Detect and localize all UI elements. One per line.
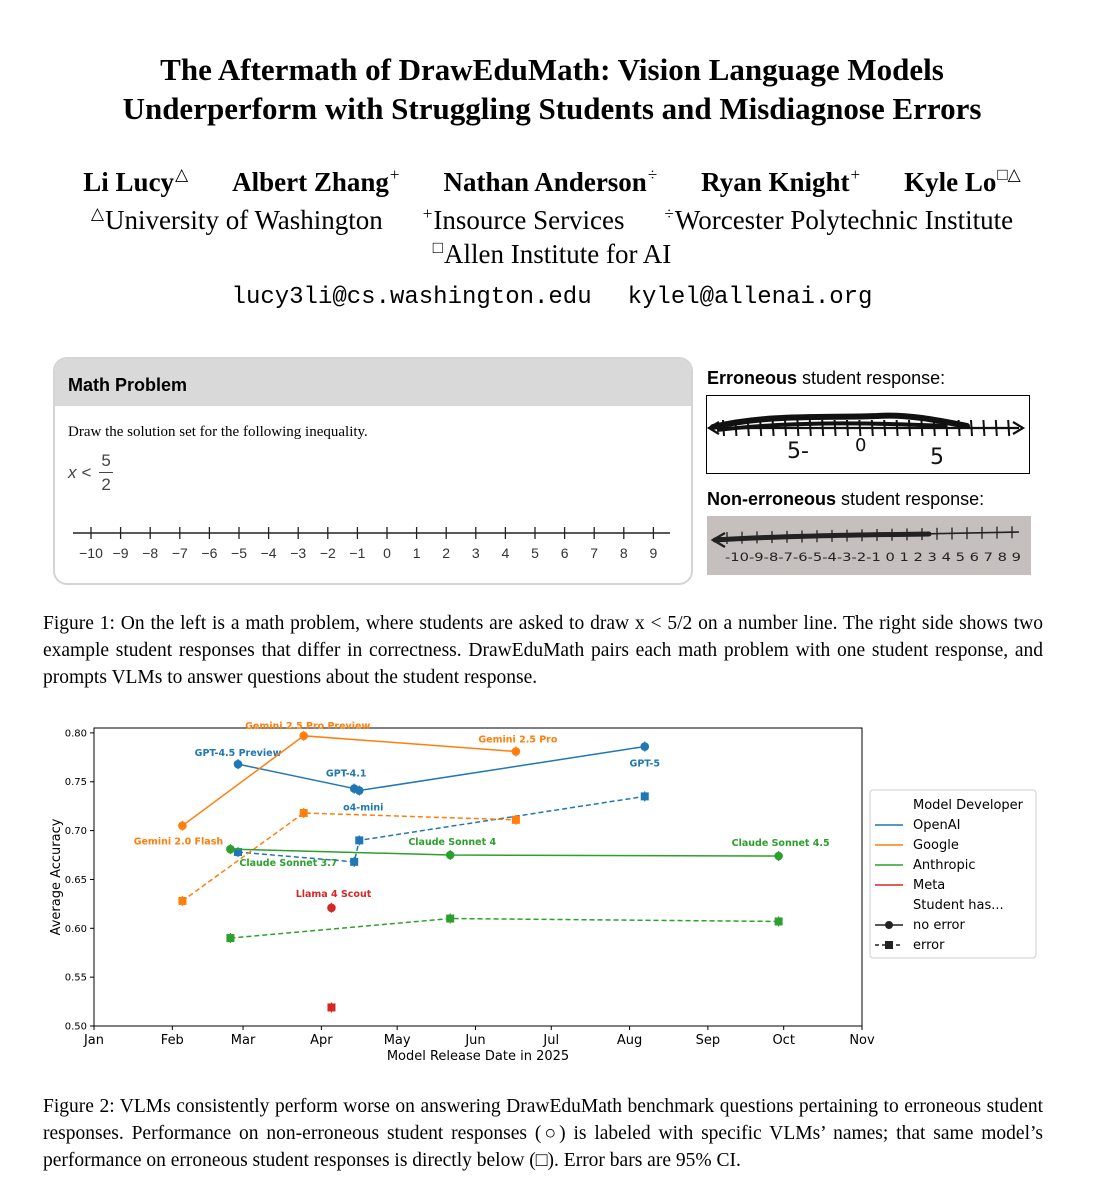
fraction-numerator: 5: [101, 451, 111, 470]
number-line-tick-label: −3: [290, 545, 307, 561]
series-line: [182, 813, 515, 901]
erroneous-response-image: [706, 395, 1030, 474]
data-point-circle: [327, 903, 336, 912]
nonerroneous-label-rest: student response:: [836, 489, 985, 509]
handwritten-tick: [760, 420, 761, 436]
number-line-tick-label: 5: [531, 545, 539, 561]
title-line-1: The Aftermath of DrawEduMath: Vision Language Models: [160, 52, 944, 87]
y-tick-label: 0.70: [64, 826, 87, 838]
x-tick-label: Jul: [543, 1033, 560, 1048]
handwritten-label: -10-9-8-7-6-5-4-3-2-1 0 1 2 3 4 5 6 7 8 9: [725, 550, 1021, 564]
handwritten-tick: [735, 420, 736, 436]
handwritten-tick: [959, 420, 960, 436]
point-label: Claude Sonnet 4.5: [731, 837, 830, 849]
point-label: GPT-4.1: [325, 768, 367, 780]
number-line-tick-label: 4: [501, 545, 510, 561]
author: [904, 165, 1021, 198]
y-tick-label: 0.75: [64, 777, 87, 789]
erroneous-label-bold: Erroneous: [707, 368, 798, 388]
handwritten-tick: [934, 420, 935, 436]
data-point-square: [775, 917, 783, 925]
y-axis-label: Average Accuracy: [49, 818, 64, 936]
y-tick-label: 0.80: [64, 728, 87, 740]
x-tick-label: Jun: [465, 1033, 486, 1048]
x-tick-label: Feb: [160, 1033, 184, 1048]
number-line-tick-label: −5: [231, 545, 247, 561]
figure-2-caption: Figure 2: VLMs consistently perform worse on answering DrawEduMath benchmark questions pertaining to erroneous student responses. Performance on non-erroneous student responses (○) is labeled with specific VLMs’ names; that same model’s performance on erroneous student responses is directly below (□). Error bars are 95% CI.: [43, 1096, 1043, 1171]
data-point-circle: [355, 786, 364, 795]
handwritten-tick: [822, 420, 823, 436]
handwritten-tick: [723, 420, 724, 436]
author-block: [0, 165, 1104, 311]
handwritten-tick: [748, 420, 749, 436]
handwritten-tick: [773, 420, 774, 436]
handwritten-tick: [835, 420, 836, 436]
number-line-tick-label: 2: [442, 545, 451, 561]
affiliation: [665, 204, 1014, 236]
fraction: [99, 451, 113, 494]
legend-label: Meta: [913, 878, 946, 893]
y-tick-label: 0.65: [64, 874, 87, 886]
series-line: [238, 747, 645, 791]
handwritten-label: 0: [855, 435, 867, 456]
fraction-bar: [99, 472, 113, 473]
x-axis-label: Model Release Date in 2025: [386, 1049, 570, 1064]
affiliation-mark: ÷: [664, 204, 674, 223]
legend-marker: [885, 921, 893, 929]
number-line-tick-label: −4: [260, 545, 277, 561]
nonerroneous-response-label: [707, 489, 984, 510]
legend-label: Anthropic: [913, 858, 976, 873]
handwritten-tick: [884, 420, 885, 436]
erroneous-response-label: [707, 368, 945, 389]
math-problem-card: [53, 357, 693, 585]
point-label: Claude Sonnet 3.7: [239, 858, 338, 870]
author-list: [0, 165, 1104, 198]
affiliation: [423, 204, 625, 236]
legend-label: no error: [913, 918, 965, 933]
affiliation-mark: +: [422, 204, 433, 223]
data-point-circle: [446, 851, 455, 860]
legend-title: Student has...: [913, 898, 1004, 913]
affiliation-row-2: [0, 238, 1104, 270]
email-list: [0, 284, 1104, 311]
handwritten-tick: [921, 420, 922, 436]
erroneous-label-rest: student response:: [797, 368, 946, 388]
inequality-lhs: x <: [68, 462, 92, 482]
handwritten-tick: [785, 420, 786, 436]
number-line-ticks: [79, 527, 657, 561]
author-name: Nathan Anderson: [443, 167, 647, 197]
series-line: [230, 849, 778, 856]
accuracy-chart: [40, 718, 1050, 1070]
author-name: Kyle Lo: [904, 167, 997, 197]
data-point-square: [512, 816, 520, 824]
x-tick-label: Aug: [616, 1033, 643, 1048]
point-label: Claude Sonnet 4: [408, 837, 497, 849]
affiliation-mark: △: [90, 204, 104, 223]
x-tick-label: Apr: [310, 1033, 333, 1048]
data-point-square: [641, 792, 649, 800]
title-line-2: Underperform with Struggling Students and Misdiagnose Errors: [122, 91, 982, 126]
y-tick-label: 0.55: [64, 972, 87, 984]
author: [701, 165, 860, 198]
author: [232, 165, 399, 198]
author-mark: +: [389, 165, 400, 184]
affiliation: [91, 204, 383, 236]
number-line-tick-label: −8: [142, 545, 159, 561]
x-tick-label: Sep: [695, 1033, 721, 1048]
handwritten-tick: [996, 420, 997, 436]
number-line-tick-label: 6: [560, 545, 569, 561]
handwritten-tick: [797, 420, 798, 436]
author-name: Albert Zhang: [232, 167, 389, 197]
number-line-tick-label: 3: [471, 545, 480, 561]
email-link[interactable]: kylel@allenai.org: [627, 284, 873, 311]
author-mark: △: [175, 165, 189, 184]
data-point-square: [327, 1003, 335, 1011]
author-mark: ÷: [647, 165, 658, 184]
x-tick-label: Jan: [83, 1033, 105, 1048]
number-line-tick-label: 1: [412, 545, 421, 561]
point-label: o4-mini: [343, 802, 384, 814]
point-label: GPT-4.5 Preview: [194, 748, 282, 760]
author-name: Li Lucy: [83, 167, 175, 197]
problem-inequality: [68, 451, 113, 494]
data-point-square: [178, 897, 186, 905]
x-tick-label: Mar: [230, 1033, 256, 1048]
affiliation: [433, 239, 672, 269]
affiliation-name: Insource Services: [433, 205, 625, 235]
handwritten-tick: [909, 420, 910, 436]
author-mark: +: [850, 165, 861, 184]
paper-title: [0, 50, 1104, 128]
author-name: Ryan Knight: [701, 167, 850, 197]
affiliation-list: [0, 204, 1104, 236]
point-label: GPT-5: [629, 758, 660, 770]
legend-label: OpenAI: [913, 818, 961, 833]
number-line-tick-label: 8: [619, 545, 628, 561]
data-point-circle: [299, 732, 308, 741]
x-tick-label: Nov: [849, 1033, 875, 1048]
x-tick-label: May: [383, 1033, 411, 1048]
data-point-square: [300, 809, 308, 817]
point-label: Gemini 2.5 Pro: [478, 734, 558, 746]
chart-axes: [65, 728, 875, 1048]
author: [83, 165, 188, 198]
problem-instruction: Draw the solution set for the following inequality.: [68, 424, 368, 440]
affiliation-name: Allen Institute for AI: [444, 239, 672, 269]
series-line: [238, 796, 645, 861]
data-point-circle: [512, 747, 521, 756]
number-line-tick-label: −2: [319, 545, 336, 561]
author: [444, 165, 658, 198]
nonerroneous-label-bold: Non-erroneous: [707, 489, 837, 509]
affiliation-mark: □: [432, 238, 444, 257]
handwritten-tick: [983, 420, 984, 436]
data-point-square: [446, 915, 454, 923]
data-point-circle: [178, 821, 187, 830]
number-line-tick-label: −7: [171, 545, 188, 561]
point-label: Llama 4 Scout: [295, 888, 372, 900]
handwritten-tick: [971, 420, 972, 436]
data-point-circle: [234, 760, 243, 769]
legend-label: Google: [913, 838, 959, 853]
handwritten-tick: [1008, 420, 1009, 436]
y-tick-label: 0.50: [64, 1021, 87, 1033]
number-line-tick-label: −6: [201, 545, 218, 561]
handwritten-tick: [872, 420, 873, 436]
handwritten-label: 5: [930, 445, 944, 470]
data-point-square: [226, 934, 234, 942]
erroneous-handwriting: [707, 396, 1029, 473]
handwritten-tick: [946, 420, 947, 436]
handwritten-tick: [847, 420, 848, 436]
handwritten-label: 5-: [787, 439, 809, 464]
nonerroneous-response-image: [707, 516, 1031, 575]
series-line: [230, 919, 778, 939]
y-tick-label: 0.60: [64, 923, 87, 935]
handwritten-tick: [859, 420, 860, 436]
number-line: [69, 524, 675, 564]
nonerroneous-handwriting: [707, 516, 1031, 575]
number-line-tick-label: 0: [383, 545, 391, 561]
data-point-circle: [226, 845, 235, 854]
number-line-tick-label: 7: [590, 545, 599, 561]
author-mark: □△: [997, 165, 1021, 184]
legend-title: Model Developer: [913, 798, 1024, 813]
chart-plot-area: [134, 721, 830, 1013]
data-point-square: [355, 836, 363, 844]
figure-1-caption: Figure 1: On the left is a math problem, where students are asked to draw x < 5/2 on a number line. The right side shows two example student responses that differ in correctness. DrawEduMath pairs each math problem with one student response, and prompts VLMs to answer questions about the student response.: [43, 613, 1043, 688]
number-line-tick-label: −10: [79, 545, 103, 561]
fraction-denominator: 2: [101, 475, 111, 494]
data-point-circle: [640, 742, 649, 751]
legend-marker: [885, 941, 893, 949]
legend-label: error: [913, 938, 945, 953]
data-point-circle: [774, 852, 783, 861]
number-line-tick-label: 9: [649, 545, 658, 561]
math-problem-title: Math Problem: [55, 359, 691, 406]
x-tick-label: Oct: [772, 1033, 795, 1048]
number-line-tick-label: −9: [112, 545, 129, 561]
affiliation-name: University of Washington: [104, 205, 383, 235]
data-point-square: [350, 858, 358, 866]
handwritten-tick: [810, 420, 811, 436]
handwritten-tick: [897, 420, 898, 436]
point-label: Gemini 2.0 Flash: [133, 836, 224, 848]
email-link[interactable]: lucy3li@cs.washington.edu: [231, 284, 592, 311]
affiliation-name: Worcester Polytechnic Institute: [674, 205, 1014, 235]
number-line-tick-label: −1: [349, 545, 366, 561]
point-label: Gemini 2.5 Pro Preview: [245, 720, 371, 732]
chart-legend: [870, 790, 1036, 958]
